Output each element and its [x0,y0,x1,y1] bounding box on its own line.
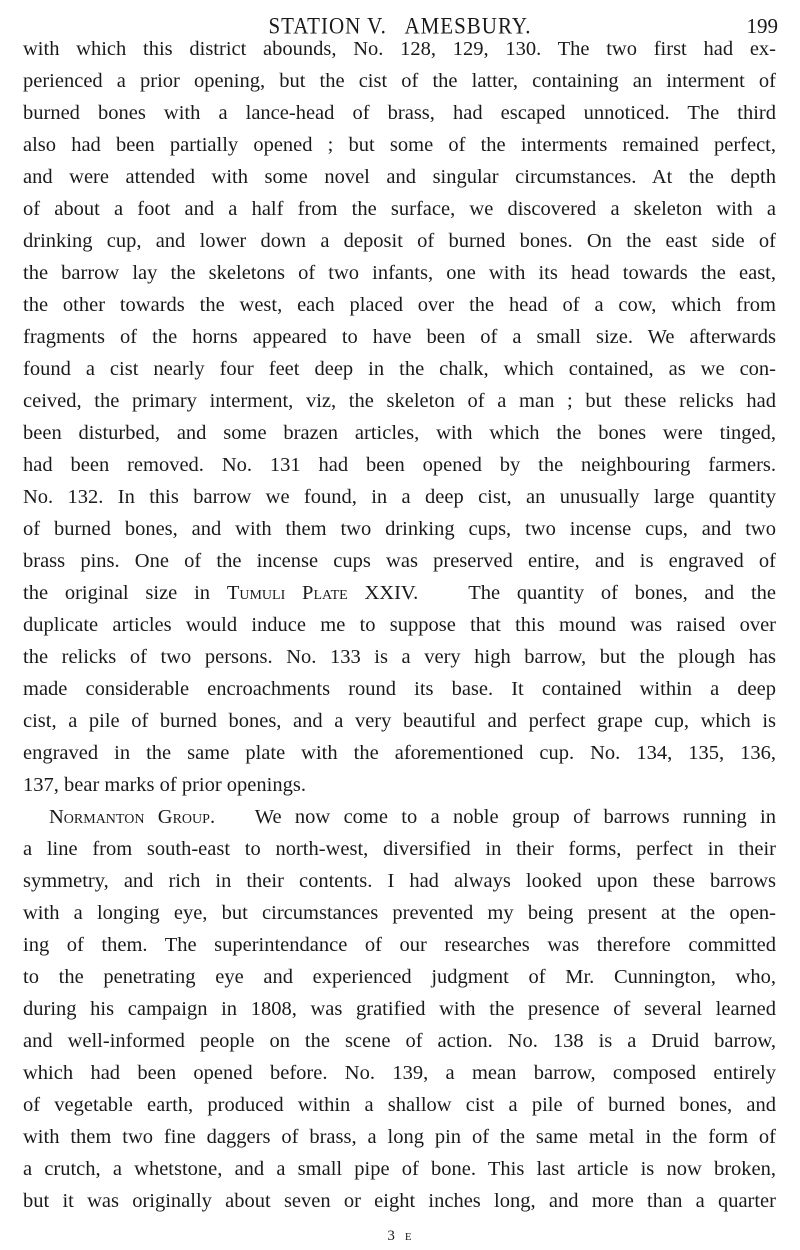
signature-mark [0,1224,800,1249]
text-line: duplicate articles would induce me to suppose that this mound was raised over [23,614,776,636]
text-line: cist, a pile of burned bones, and a very beautiful and perfect grape cup, which is [23,710,776,732]
text-line: engraved in the same plate with the aforementioned cup. No. 134, 135, 136, [23,742,776,764]
text-line: during his campaign in 1808, was gratified with the presence of several learned [23,998,776,1020]
text-line: and well-informed people on the scene of action. No. 138 is a Druid barrow, [23,1030,776,1052]
text-line: had been removed. No. 131 had been opened by the neighbouring farmers. [23,454,776,476]
body-text [23,33,776,1217]
text-line: with them two fine daggers of brass, a long pin of the same metal in the form of [23,1126,776,1148]
text-line: of vegetable earth, produced within a shallow cist a pile of burned bones, and [23,1094,776,1116]
text-line: and were attended with some novel and singular circumstances. At the depth [23,166,776,188]
text-line: which had been opened before. No. 139, a mean barrow, composed entirely [23,1062,776,1084]
text-line: but it was originally about seven or eight inches long, and more than a quarter [23,1190,776,1212]
text-line: of burned bones, and with them two drinking cups, two incense cups, and two [23,518,776,540]
text-line: No. 132. In this barrow we found, in a deep cist, an unusually large quantity [23,486,776,508]
text-line: ing of them. The superintendance of our researches was therefore committed [23,934,776,956]
text-line: drinking cup, and lower down a deposit of burned bones. On the east side of [23,230,776,252]
text-line: made considerable encroachments round its base. It contained within a deep [23,678,776,700]
text-line: a crutch, a whetstone, and a small pipe of bone. This last article is now broken, [23,1158,776,1180]
signature-letter: E [404,1231,413,1243]
text-line: the relicks of two persons. No. 133 is a very high barrow, but the plough has [23,646,776,668]
text-line: with which this district abounds, No. 128, 129, 130. The two first had ex- [23,38,776,60]
running-title: STATION V. AMESBURY. [268,13,532,39]
text-line: with a longing eye, but circumstances prevented my being present at the open- [23,902,776,924]
text-line: the barrow lay the skeletons of two infants, one with its head towards the east, [23,262,776,284]
text-line: of about a foot and a half from the surface, we discovered a skeleton with a [23,198,776,220]
text-line: perienced a prior opening, but the cist of the latter, containing an interment of [23,70,776,92]
text-line: also had been partially opened ; but some of the interments remained perfect, [23,134,776,156]
text-line-section-heading [23,801,776,833]
signature-number: 3 [387,1228,395,1244]
text-line: ceived, the primary interment, viz, the skeleton of a man ; but these relicks had [23,390,776,412]
section-heading: Normanton Group. [49,806,216,828]
text-line: to the penetrating eye and experienced judgment of Mr. Cunnington, who, [23,966,776,988]
text-line: been disturbed, and some brazen articles, with which the bones were tinged, [23,422,776,444]
text-line-plate-reference [23,577,776,609]
text-fragment: We now come to a noble group of barrows running in [215,806,776,828]
text-line: 137, bear marks of prior openings. [23,774,306,796]
text-fragment: the original size in [23,582,227,604]
text-line: brass pins. One of the incense cups was preserved entire, and is engraved of [23,550,776,572]
text-line: fragments of the horns appeared to have been of a small size. We afterwards [23,326,776,348]
text-line: a line from south-east to north-west, diversified in their forms, perfect in their [23,838,776,860]
text-line: the other towards the west, each placed over the head of a cow, which from [23,294,776,316]
page-number: 199 [746,14,778,38]
paragraph-normanton-group [23,801,776,1217]
text-line: symmetry, and rich in their contents. I had always looked upon these barrows [23,870,776,892]
text-fragment: XXIV. The quantity of bones, and the [347,582,776,604]
paragraph-barrows-128-137 [23,33,776,801]
text-line: burned bones with a lance-head of brass, had escaped unnoticed. The third [23,102,776,124]
text-line: found a cist nearly four feet deep in the chalk, which contained, as we con- [23,358,776,380]
plate-reference: Tumuli Plate [226,582,348,604]
